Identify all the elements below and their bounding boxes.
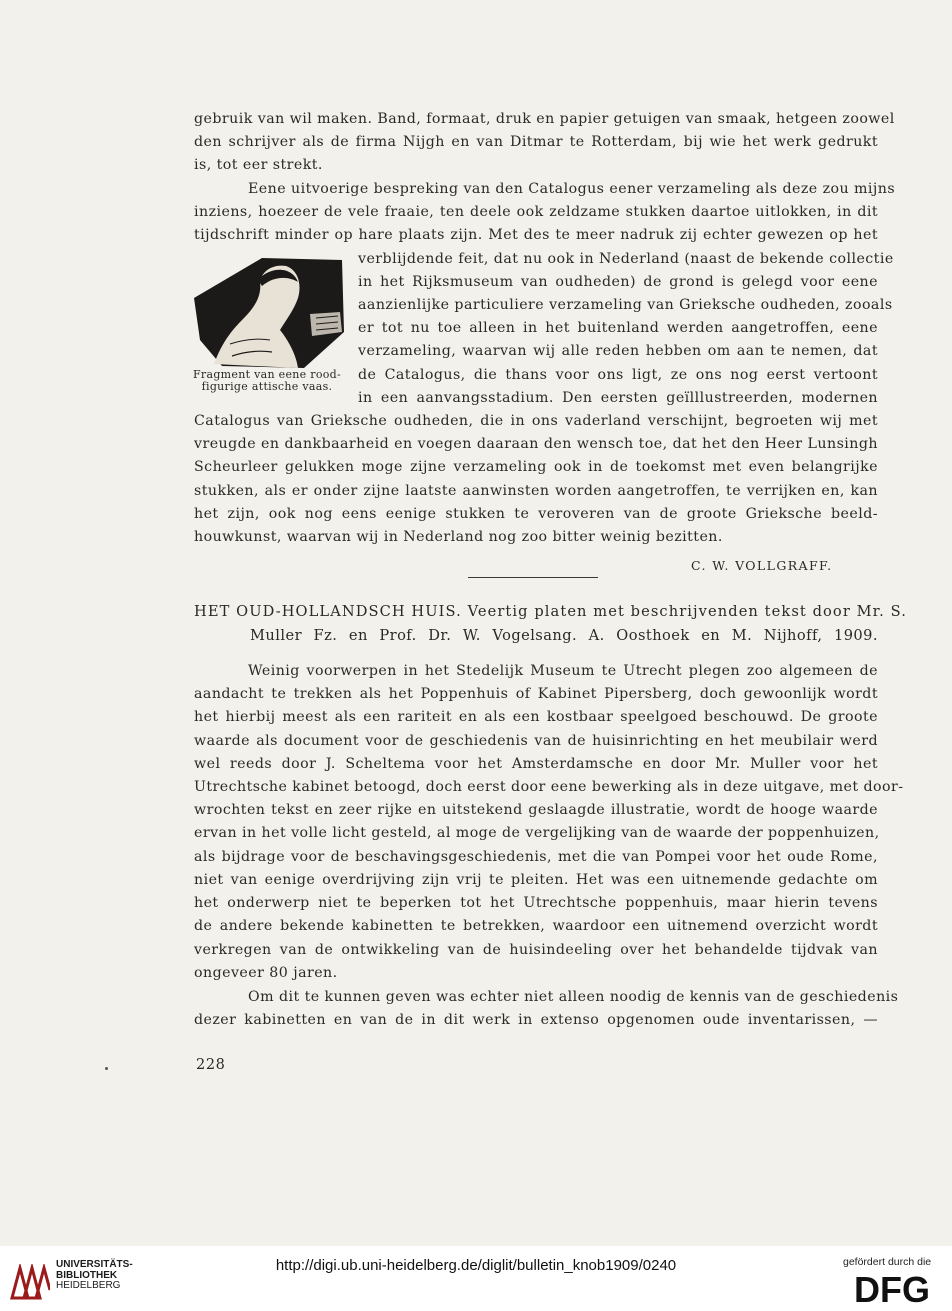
body-line: houwkunst, waarvan wij in Nederland nog zoo bitter weinig bezitten. xyxy=(194,529,723,545)
body-line: gebruik van wil maken. Band, formaat, druk en papier getuigen van smaak, hetgeen zoowel xyxy=(194,111,895,127)
body-line: ongeveer 80 jaren. xyxy=(194,965,338,981)
body-line: wel reeds door J. Scheltema voor het Amsterdamsche en door Mr. Muller voor het xyxy=(194,756,878,772)
body-line: Catalogus van Grieksche oudheden, die in ons vaderland verschijnt, begroeten wij met xyxy=(194,413,878,429)
body-line: den schrijver als de firma Nijgh en van Ditmar te Rotterdam, bij wie het werk gedrukt xyxy=(194,134,878,150)
body-line: als bijdrage voor de beschavingsgeschiedenis, met die van Pompei voor het oude Rome, xyxy=(194,849,878,865)
review-heading: HET OUD-HOLLANDSCH HUIS. Veertig platen met beschrijvenden tekst door Mr. S. xyxy=(194,603,907,620)
body-line: ervan in het volle licht gesteld, al moge de vergelijking van de waarde der poppenhuizen, xyxy=(194,825,880,841)
page-mark xyxy=(105,1067,108,1070)
body-line: vreugde en dankbaarheid en voegen daaraan den wensch toe, dat het den Heer Lunsingh xyxy=(194,436,878,452)
body-line: verkregen van de ontwikkeling van de huisindeeling over het behandelde tijdvak van xyxy=(194,942,878,958)
dfg-logo-icon xyxy=(842,1268,942,1308)
body-line: tijdschrift minder op hare plaats zijn. Met des te meer nadruk zij echter gewezen op het xyxy=(194,227,878,243)
body-line: in een aanvangsstadium. Den eersten geïlllustreerden, modernen xyxy=(358,390,878,406)
body-line: aandacht te trekken als het Poppenhuis of Kabinet Pipersberg, doch gewoonlijk wordt xyxy=(194,686,878,702)
section-divider xyxy=(468,577,598,578)
body-line: Utrechtsche kabinet betoogd, doch eerst door eene bewerking als in deze uitgave, met door- xyxy=(194,779,904,795)
body-line: Om dit te kunnen geven was echter niet alleen noodig de kennis van de geschiedenis xyxy=(248,989,899,1005)
vase-fragment-image xyxy=(192,256,346,372)
funding-note: gefördert durch die xyxy=(843,1256,932,1268)
library-name: UNIVERSITÄTS- BIBLIOTHEK HEIDELBERG xyxy=(56,1259,133,1291)
body-line: het onderwerp niet te beperken tot het Utrechtsche poppenhuis, maar hierin tevens xyxy=(194,895,878,911)
body-line: wrochten tekst en zeer rijke en uitstekend geslaagde illustratie, wordt de hooge waarde xyxy=(194,802,878,818)
body-line: in het Rijksmuseum van oudheden) de grond is gelegd voor eene xyxy=(358,274,878,290)
body-line: aanzienlijke particuliere verzameling van Grieksche oudheden, zooals xyxy=(358,297,893,313)
body-line: waarde als document voor de geschiedenis van de huisinrichting en het meubilair werd xyxy=(194,733,878,749)
body-line: verzameling, waarvan wij alle reden hebben om aan te nemen, dat xyxy=(358,343,878,359)
body-line: stukken, als er onder zijne laatste aanwinsten worden aangetroffen, te verrijken en, kan xyxy=(194,483,878,499)
body-line: Scheurleer gelukken moge zijne verzameling ook in de toekomst met even belangrijke xyxy=(194,459,878,475)
figure-caption: figurige attische vaas. xyxy=(201,380,333,393)
review-heading: Muller Fz. en Prof. Dr. W. Vogelsang. A. Oosthoek en M. Nijhoff, 1909. xyxy=(250,627,878,644)
figure-caption: Fragment van eene rood- xyxy=(192,368,342,381)
body-line: verblijdende feit, dat nu ook in Nederland (naast de bekende collectie xyxy=(358,251,894,267)
body-line: het hierbij meest als een rariteit en als een kostbaar speelgoed beschouwd. De groote xyxy=(194,709,878,725)
body-line: Weinig voorwerpen in het Stedelijk Museum te Utrecht plegen zoo algemeen de xyxy=(248,663,878,679)
body-line: de Catalogus, die thans voor ons ligt, ze ons nog eerst vertoont xyxy=(358,367,878,383)
body-line: het zijn, ook nog eens eenige stukken te veroveren van de groote Grieksche beeld- xyxy=(194,506,878,522)
page-number: 228 xyxy=(196,1057,226,1073)
body-line: Eene uitvoerige bespreking van den Catalogus eener verzameling als deze zou mijns xyxy=(248,181,896,197)
dfg-logo-text: DFG xyxy=(854,1269,930,1308)
body-line: dezer kabinetten en van de in dit werk in extenso opgenomen oude inventarissen, — xyxy=(194,1012,878,1028)
author-signature: C. W. VOLLGRAFF. xyxy=(691,558,833,573)
body-line: niet van eenige overdrijving zijn vrij te pleiten. Het was een uitnemende gedachte om xyxy=(194,872,878,888)
footer-bar xyxy=(0,1246,952,1311)
body-line: is, tot eer strekt. xyxy=(194,157,323,173)
body-line: de andere bekende kabinetten te betrekken, waardoor een uitnemend overzicht wordt xyxy=(194,918,878,934)
body-line: inziens, hoezeer de vele fraaie, ten deele ook zeldzame stukken daartoe uitlokken, in dit xyxy=(194,204,878,220)
permalink-url[interactable]: http://digi.ub.uni-heidelberg.de/diglit/bulletin_knob1909/0240 xyxy=(275,1257,677,1274)
body-line: er tot nu toe alleen in het buitenland werden aangetroffen, eene xyxy=(358,320,878,336)
